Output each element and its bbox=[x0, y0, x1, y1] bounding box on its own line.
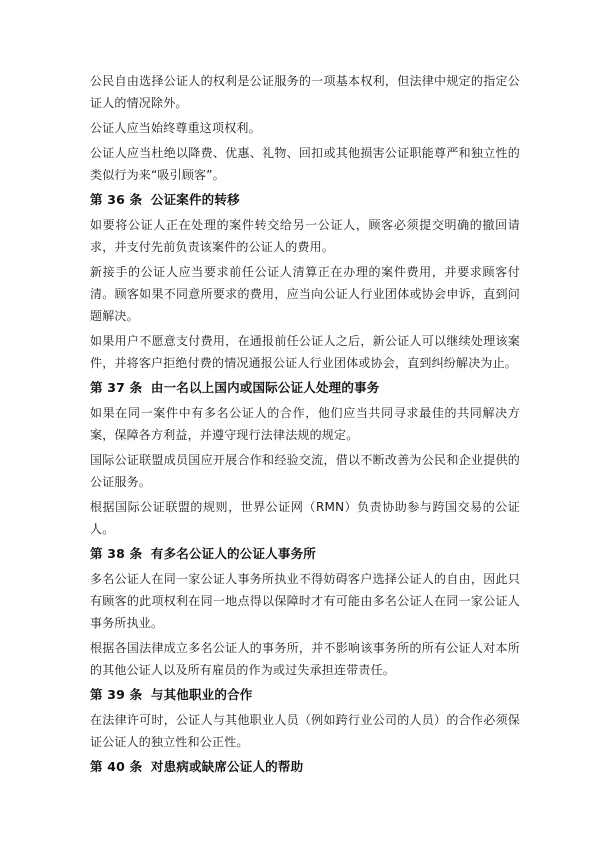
paragraph: 根据国际公证联盟的规则，世界公证网（RMN）负责协助参与跨国交易的公证人。 bbox=[90, 500, 520, 536]
paragraph: 如果用户不愿意支付费用，在通报前任公证人之后，新公证人可以继续处理该案件，并将客户拒绝付费的情况通报公证人行业团体或协会，直到纠纷解决为止。 bbox=[90, 334, 520, 370]
article-heading-40 bbox=[90, 756, 520, 778]
paragraph: 根据各国法律成立多名公证人的事务所，并不影响该事务所的所有公证人对本所的其他公证人以及所有雇员的作为或过失承担连带责任。 bbox=[90, 641, 520, 677]
article-heading-37 bbox=[90, 377, 520, 399]
paragraph: 新接手的公证人应当要求前任公证人清算正在办理的案件费用，并要求顾客付清。顾客如果不同意所要求的费用，应当向公证人行业团体或协会申诉，直到问题解决。 bbox=[90, 265, 520, 323]
article-heading-36 bbox=[90, 189, 520, 211]
paragraph: 多名公证人在同一家公证人事务所执业不得妨碍客户选择公证人的自由，因此只有顾客的此项权利在同一地点得以保障时才有可能由多名公证人在同一家公证人事务所执业。 bbox=[90, 572, 520, 630]
article-title: 有多名公证人的公证人事务所 bbox=[150, 546, 316, 561]
article-number: 第 39 条 bbox=[90, 687, 143, 702]
article-number: 第 40 条 bbox=[90, 759, 143, 774]
article-number: 第 36 条 bbox=[90, 192, 143, 207]
paragraph: 公民自由选择公证人的权利是公证服务的一项基本权利，但法律中规定的指定公证人的情况除外。 bbox=[90, 74, 520, 110]
document-body bbox=[90, 70, 520, 781]
paragraph: 如要将公证人正在处理的案件转交给另一公证人，顾客必须提交明确的撤回请求，并支付先前负责该案件的公证人的费用。 bbox=[90, 218, 520, 254]
article-number: 第 38 条 bbox=[90, 546, 143, 561]
article-title: 由一名以上国内或国际公证人处理的事务 bbox=[150, 380, 380, 395]
article-title: 与其他职业的合作 bbox=[150, 687, 253, 702]
article-heading-39 bbox=[90, 684, 520, 706]
article-title: 公证案件的转移 bbox=[150, 192, 240, 207]
paragraph: 公证人应当始终尊重这项权利。 bbox=[90, 121, 261, 135]
paragraph: 在法律许可时，公证人与其他职业人员（例如跨行业公司的人员）的合作必须保证公证人的独立性和公正性。 bbox=[90, 713, 520, 749]
paragraph: 如果在同一案件中有多名公证人的合作，他们应当共同寻求最佳的共同解决方案，保障各方利益，并遵守现行法律法规的规定。 bbox=[90, 406, 520, 442]
paragraph: 公证人应当杜绝以降费、优惠、礼物、回扣或其他损害公证职能尊严和独立性的类似行为来“吸引顾客”。 bbox=[90, 146, 520, 182]
article-number: 第 37 条 bbox=[90, 380, 143, 395]
article-title: 对患病或缺席公证人的帮助 bbox=[150, 759, 304, 774]
paragraph: 国际公证联盟成员国应开展合作和经验交流，借以不断改善为公民和企业提供的公证服务。 bbox=[90, 453, 520, 489]
article-heading-38 bbox=[90, 543, 520, 565]
